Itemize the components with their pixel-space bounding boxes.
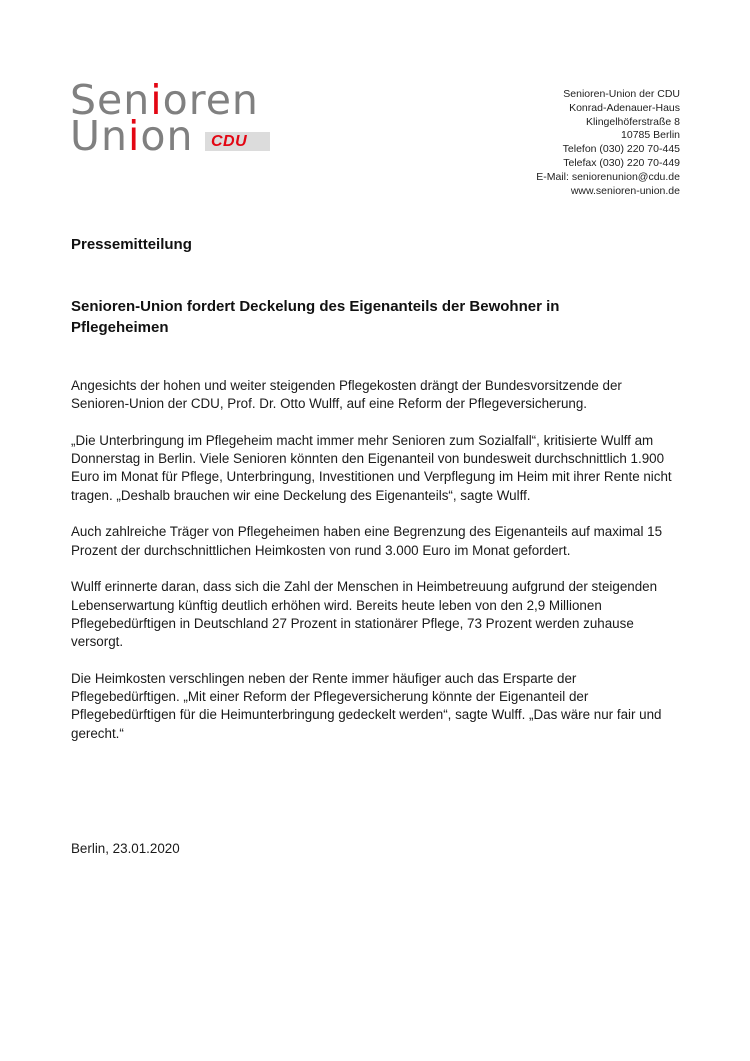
logo-line-union: Union	[70, 112, 194, 160]
address-line: Senioren-Union der CDU	[563, 88, 680, 100]
cdu-logo-text: CDU	[211, 133, 248, 150]
address-website: www.senioren-union.de	[570, 184, 680, 197]
body-paragraph: Die Heimkosten verschlingen neben der Rente immer häufiger auch das Ersparte der Pflegebedürftigen. „Mit einer Reform der Pflegeversicherung könnte der Eigenanteil der Pflegebedürftigen für die Heimunterbringung gedeckelt werden“, sagte Wulff. „Das wäre nur fair und gerecht.“	[71, 670, 662, 741]
senioren-union-logo	[70, 76, 280, 162]
cdu-logo-box	[205, 132, 270, 151]
address-line: Konrad-Adenauer-Haus	[569, 101, 680, 114]
address-fax: Telefax (030) 220 70-449	[563, 156, 680, 169]
sender-address	[536, 88, 680, 198]
address-line: 10785 Berlin	[621, 129, 680, 142]
body-paragraph: Angesichts der hohen und weiter steigenden Pflegekosten drängt der Bundesvorsitzende der Senioren-Union der CDU, Prof. Dr. Otto Wulff, auf eine Reform der Pflegeversicherung.	[71, 378, 622, 412]
address-phone: Telefon (030) 220 70-445	[562, 143, 680, 156]
press-release-body	[71, 377, 683, 761]
dateline: Berlin, 23.01.2020	[71, 841, 180, 856]
address-line: Klingelhöferstraße 8	[586, 115, 680, 128]
address-email: E-Mail: seniorenunion@cdu.de	[536, 170, 680, 183]
logo-line-senioren: Senioren	[70, 76, 259, 124]
press-release-headline: Senioren-Union fordert Deckelung des Eigenanteils der Bewohner in Pflegeheimen	[71, 298, 560, 336]
body-paragraph: Wulff erinnerte daran, dass sich die Zahl der Menschen in Heimbetreuung aufgrund der steigenden Lebenserwartung künftig deutlich erhöhen wird. Bereits heute leben von den 2,9 Millionen Pflegebedürftigen in Deutschland 27 Prozent in stationärer Pflege, 73 Prozent werden zuhause versorgt.	[71, 579, 658, 650]
body-paragraph: „Die Unterbringung im Pflegeheim macht immer mehr Senioren zum Sozialfall“, kritisierte Wulff am Donnerstag in Berlin. Viele Senioren könnten den Eigenanteil von bundesweit durchschnittlich 1.900 Euro im Monat für Pflege, Unterbringung, Investitionen und Verpflegung im Heim mit ihrer Rente nicht tragen. „Deshalb brauchen wir eine Deckelung des Eigenanteils“, sagte Wulff.	[71, 432, 672, 503]
body-paragraph: Auch zahlreiche Träger von Pflegeheimen haben eine Begrenzung des Eigenanteils auf maximal 15 Prozent der durchschnittlichen Heimkosten von rund 3.000 Euro im Monat gefordert.	[71, 524, 663, 558]
document-type-label: Pressemitteilung	[71, 236, 192, 253]
